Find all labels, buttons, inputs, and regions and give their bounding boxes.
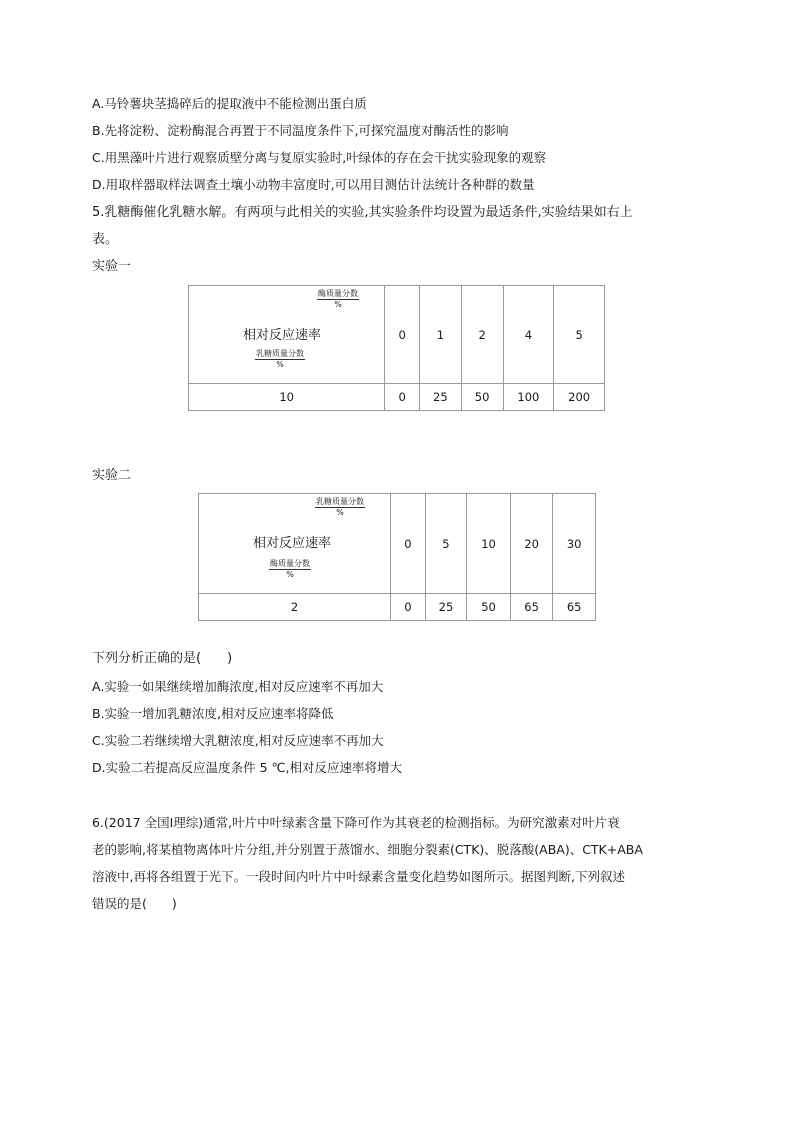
exp2-col-1: 5 [425,494,467,594]
exp2-header-bottom: 酶质量分数 [270,559,310,568]
exp2-label: 实验二 [92,468,132,483]
exp2-val-2: 50 [467,594,511,621]
exp1-header-bottom-unit: % [276,360,284,369]
exp1-col-3: 4 [503,286,554,384]
exp2-header-top-unit: % [336,508,344,517]
exp1-label: 实验一 [92,259,132,274]
exp1-col-2: 2 [461,286,503,384]
q5-option-c: C.实验二若继续增大乳糖浓度,相对反应速率不再加大 [92,733,384,748]
exp2-val-3: 65 [510,594,553,621]
exp2-table [198,493,596,621]
exp1-col-4: 5 [554,286,605,384]
exp1-col-1: 1 [420,286,462,384]
q6-line-2: 老的影响,将某植物离体叶片分组,并分别置于蒸馏水、细胞分裂素(CTK)、脱落酸(ABA)、CTK+ABA [92,842,643,857]
exp2-val-0: 0 [391,594,426,621]
exp2-header-mid: 相对反应速率 [253,536,332,551]
q6-line-1: 6.(2017 全国Ⅰ理综)通常,叶片中叶绿素含量下降可作为其衰老的检测指标。为研究激素对叶片衰 [92,815,620,830]
exp1-header-mid: 相对反应速率 [243,328,322,343]
q5-option-a: A.实验一如果继续增加酶浓度,相对反应速率不再加大 [92,679,384,694]
exp1-col-0: 0 [385,286,420,384]
exp2-val-4: 65 [553,594,596,621]
q5-option-b: B.实验一增加乳糖浓度,相对反应速率将降低 [92,706,334,721]
exp1-header-bottom: 乳糖质量分数 [256,349,304,358]
exp1-header-cell [189,286,385,384]
q6-line-3: 溶液中,再将各组置于光下。一段时间内叶片中叶绿素含量变化趋势如图所示。据图判断,下列叙述 [92,869,625,884]
exp2-val-1: 25 [425,594,467,621]
exp2-col-2: 10 [467,494,511,594]
q4-option-d: D.用取样器取样法调查土壤小动物丰富度时,可以用目测估计法统计各种群的数量 [92,177,535,192]
q4-option-c: C.用黑藻叶片进行观察质壁分离与复原实验时,叶绿体的存在会干扰实验现象的观察 [92,150,547,165]
exp1-val-0: 0 [385,384,420,411]
exp2-col-0: 0 [391,494,426,594]
exp1-table [188,285,605,411]
q5-question: 下列分析正确的是( ) [92,651,233,666]
q5-stem-line-2: 表。 [92,232,119,247]
q6-line-4: 错误的是( ) [92,896,177,911]
exp2-row-label: 2 [199,594,391,621]
q4-option-a: A.马铃薯块茎捣碎后的提取液中不能检测出蛋白质 [92,96,367,111]
exp1-val-2: 50 [461,384,503,411]
exp2-col-3: 20 [510,494,553,594]
exp2-header-bottom-unit: % [286,570,294,579]
q5-option-d: D.实验二若提高反应温度条件 5 ℃,相对反应速率将增大 [92,760,403,775]
exp1-val-1: 25 [420,384,462,411]
q5-stem-line-1: 5.乳糖酶催化乳糖水解。有两项与此相关的实验,其实验条件均设置为最适条件,实验结果如右上 [92,205,633,220]
exp2-col-4: 30 [553,494,596,594]
exp1-val-3: 100 [503,384,554,411]
exp1-header-top: 酶质量分数 [318,289,358,298]
exp1-header-top-unit: % [334,300,342,309]
exp1-row-label: 10 [189,384,385,411]
exp2-header-top: 乳糖质量分数 [316,497,364,506]
exp2-header-cell [199,494,391,594]
exp1-val-4: 200 [554,384,605,411]
q4-option-b: B.先将淀粉、淀粉酶混合再置于不同温度条件下,可探究温度对酶活性的影响 [92,123,509,138]
